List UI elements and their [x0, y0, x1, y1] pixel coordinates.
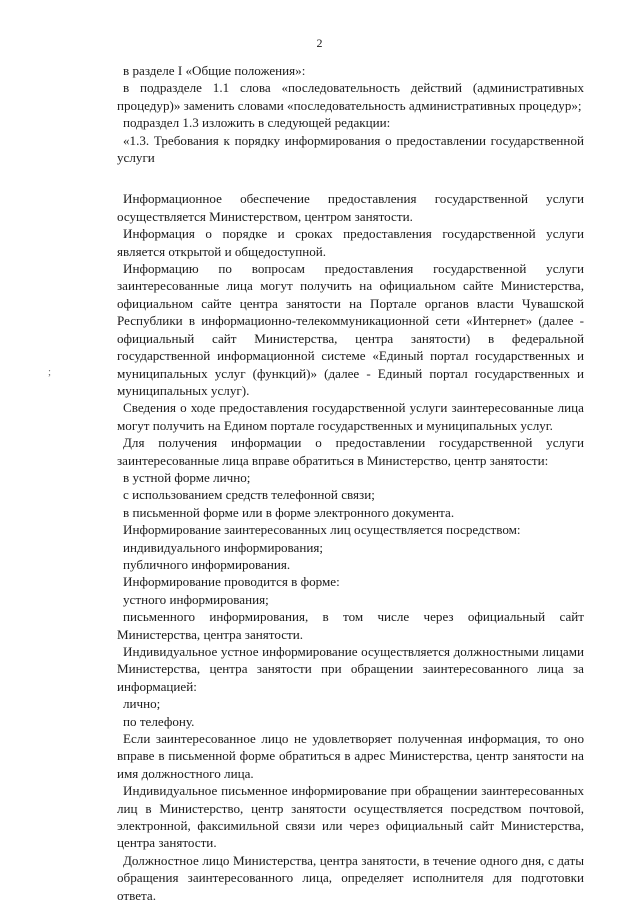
spacer — [117, 166, 584, 190]
list-item: публичного информирования. — [123, 556, 291, 572]
list-item: в письменной форме или в форме электронного документа. — [123, 504, 455, 520]
paragraph: Если заинтересованное лицо не удовлетворяет полученная информация, то оно вправе в письменной форме обратиться в адрес Министерства, центр занятости на имя должностного лица. — [117, 731, 584, 781]
paragraph: Информацию по вопросам предоставления государственной услуги заинтересованные лица могут получить на официальном сайте Министерства, официальном сайте центра занятости на Портале органов власти Чувашской Республики в информационно-телекоммуникационной сети «Интернет» (далее - официальный сайт Министерства, центра занятости) в федеральной государственной информационной системе «Единый портал государственных и муниципальных услуг (функций)» (далее - Единый портал государственных и муниципальных услуг). — [117, 261, 584, 398]
document-body — [117, 62, 584, 904]
paragraph: Индивидуальное письменное информирование при обращении заинтересованных лиц в Министерство, центр занятости осуществляется посредством почтовой, электронной, факсимильной связи или через официальный сайт Министерства, центра занятости. — [117, 783, 584, 851]
list-item: в устной форме лично; — [123, 469, 251, 485]
margin-mark: ; — [48, 366, 52, 378]
paragraph: Должностное лицо Министерства, центра занятости, в течение одного дня, с даты обращения заинтересованного лица, определяет исполнителя для подготовки ответа. — [117, 852, 584, 903]
paragraph: в подразделе 1.1 слова «последовательность действий (административных процедур)» заменить словами «последовательность административных процедур»; — [117, 80, 584, 113]
paragraph: в разделе I «Общие положения»: — [123, 63, 306, 78]
list-item: лично; — [123, 696, 161, 712]
list-item: по телефону. — [123, 713, 195, 729]
list-item: устного информирования; — [123, 591, 269, 607]
page-number: 2 — [316, 36, 323, 50]
paragraph: Индивидуальное устное информирование осуществляется должностными лицами Министерства, центра занятости при обращении заинтересованного лица за информацией: — [117, 644, 584, 694]
list-item: индивидуального информирования; — [123, 539, 324, 555]
list-item: с использованием средств телефонной связи; — [123, 487, 375, 503]
paragraph: Сведения о ходе предоставления государственной услуги заинтересованные лица могут получить на Едином портале государственных и муниципальных услуг. — [117, 400, 584, 433]
list-item: письменного информирования, в том числе через официальный сайт Министерства, центра занятости. — [117, 609, 584, 642]
paragraph: Информационное обеспечение предоставления государственной услуги осуществляется Министерством, центром занятости. — [117, 191, 584, 224]
paragraph: Информирование заинтересованных лиц осуществляется посредством: — [123, 522, 521, 538]
section-heading: «1.3. Требования к порядку информирования о предоставлении государственной услуги — [117, 132, 584, 166]
paragraph: Информирование проводится в форме: — [123, 574, 340, 590]
paragraph: подраздел 1.3 изложить в следующей редакции: — [123, 115, 391, 131]
paragraph: Для получения информации о предоставлении государственной услуги заинтересованные лица вправе обратиться в Министерство, центр занятости: — [117, 435, 584, 468]
paragraph: Информация о порядке и сроках предоставления государственной услуги является открытой и общедоступной. — [117, 226, 584, 259]
